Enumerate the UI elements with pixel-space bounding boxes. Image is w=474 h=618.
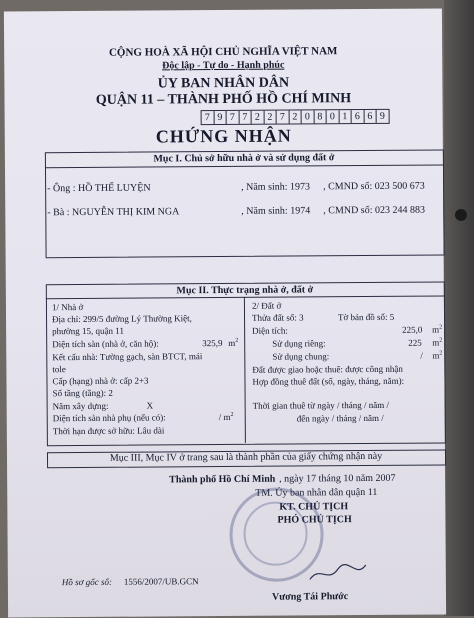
annex-text: / m [218,411,231,423]
serial-digit: 0 [302,110,315,123]
serial-digit: 7 [277,111,290,124]
house-ownership-term: Thời hạn được sở hữu: Lâu dài [52,425,165,437]
sign-date: , ngày 17 tháng 10 năm 2007 [279,472,396,485]
serial-number [201,109,390,125]
signature-scribble [308,561,368,585]
authority-district: QUẬN 11 – THÀNH PHỐ HỒ CHÍ MINH [95,91,352,108]
land-heading: 2/ Đất ở [251,300,282,311]
house-grade: Cấp (hạng) nhà ở: cấp 2+3 [52,375,149,387]
unit-text: m [432,324,440,335]
unit-text: m [432,337,440,348]
authority-title: ỦY BAN NHÂN DÂN [157,75,290,92]
house-year-label: Năm xây dựng: [52,400,109,412]
signer-name: Vương Tái Phước [271,591,349,603]
certificate-page [4,8,446,617]
house-structure-cont: tole [52,364,66,375]
house-floor-area-label: Diện tích sàn (nhà ở, căn hộ): [52,338,159,350]
land-lease-to: đến ngày / tháng / năm / [296,412,384,424]
serial-digit: 7 [239,111,252,124]
document-title: CHỨNG NHẬN [155,125,292,147]
serial-digit: 6 [364,110,377,123]
country-name: CỘNG HOÀ XÃ HỘI CHỦ NGHĨA VIỆT NAM [108,45,338,59]
owner1-id: , CMND số: 023 500 673 [323,180,425,193]
house-year-value: X [146,400,154,411]
owner2-id: , CMND số: 023 244 883 [323,204,426,217]
serial-digit: 1 [339,110,352,123]
land-area-unit: $m^2$ [432,324,443,335]
land-shared-unit: $m^2$ [432,350,443,361]
house-floor-area-unit: $m^2$ [228,337,239,348]
serial-digit: 7 [227,111,240,124]
section-property-heading: Mục II. Thực trạng nhà ở, đất ở [176,284,314,297]
sign-place: Thành phố Hồ Chí Minh [169,473,276,486]
house-address-ward: phường 15, quận 11 [52,325,124,337]
house-annex-value: / $m^2$ [218,411,234,423]
land-shared-value: / [420,350,423,361]
serial-digit: 7 [202,111,215,124]
record-label: Hồ sơ gốc số: [61,576,112,588]
serial-digit: 0 [327,110,340,123]
owner1-birth: , Năm sinh: 1973 [241,181,311,193]
serial-digit: 8 [314,110,327,123]
background-edge [444,0,474,616]
section-note-text: Mục III, Mục IV ở trang sau là thành phần của giấy chứng nhận này [109,450,383,464]
owner2-birth: , Năm sinh: 1974 [241,205,311,217]
serial-digit: 6 [352,110,365,123]
land-private-label: Sử dụng riêng: [272,338,326,349]
sign-on-behalf: TM. Ủy ban nhân dân quận 11 [255,486,378,499]
land-plot-number: Thửa đất số: 3 [251,312,304,323]
sign-deputy: KT. CHỦ TỊCH [279,501,349,513]
official-seal-inner [243,501,307,565]
section-owner-heading: Mục I. Chủ sở hữu nhà ở và sử dụng đất ở [153,152,335,165]
house-annex-label: Diện tích sàn nhà phụ (nếu có): [52,412,166,424]
house-floor-area-value: 325,9 [202,338,223,349]
land-map-sheet: Tờ bản đồ số: 5 [337,311,395,323]
motto: Độc lập - Tự do - Hạnh phúc [162,59,285,72]
unit-text: m [432,350,440,361]
land-lease-from: Thời gian thuê từ ngày / tháng / năm / [252,399,390,411]
house-heading: 1/ Nhà ở [51,301,84,313]
serial-digit: 2 [289,110,302,123]
house-address: Địa chỉ: 299/5 đường Lý Thường Kiệt, [52,313,192,325]
owner2-name: - Bà : NGUYỄN THỊ KIM NGA [47,206,180,219]
record-value: 1556/2007/UB.GCN [123,576,199,587]
owner1-name: - Ông : HỒ THẾ LUYỆN [47,182,151,195]
serial-digit: 2 [252,111,265,124]
serial-digit: 9 [214,111,227,124]
land-shared-label: Sử dụng chung: [272,351,330,362]
serial-digit: 2 [264,111,277,124]
land-lease-contract: Hợp đồng thuê đất (số, ngày, tháng, năm): [252,375,405,387]
unit-text: m [228,337,236,348]
land-private-unit: $m^2$ [432,337,443,348]
sign-position: PHÓ CHỦ TỊCH [277,514,352,526]
land-area-value: 225,0 [402,324,423,335]
serial-digit: 9 [379,110,385,122]
house-structure: Kết cấu nhà: Tường gạch, sàn BTCT, mái [52,351,203,363]
house-floors: Số tầng (tầng): 2 [52,387,113,399]
land-private-value: 225 [408,337,422,348]
binder-hole [455,209,467,221]
land-allocation: Đất được giao hoặc thuê: được công nhận [252,363,403,375]
land-area-label: Diện tích: [252,325,288,336]
